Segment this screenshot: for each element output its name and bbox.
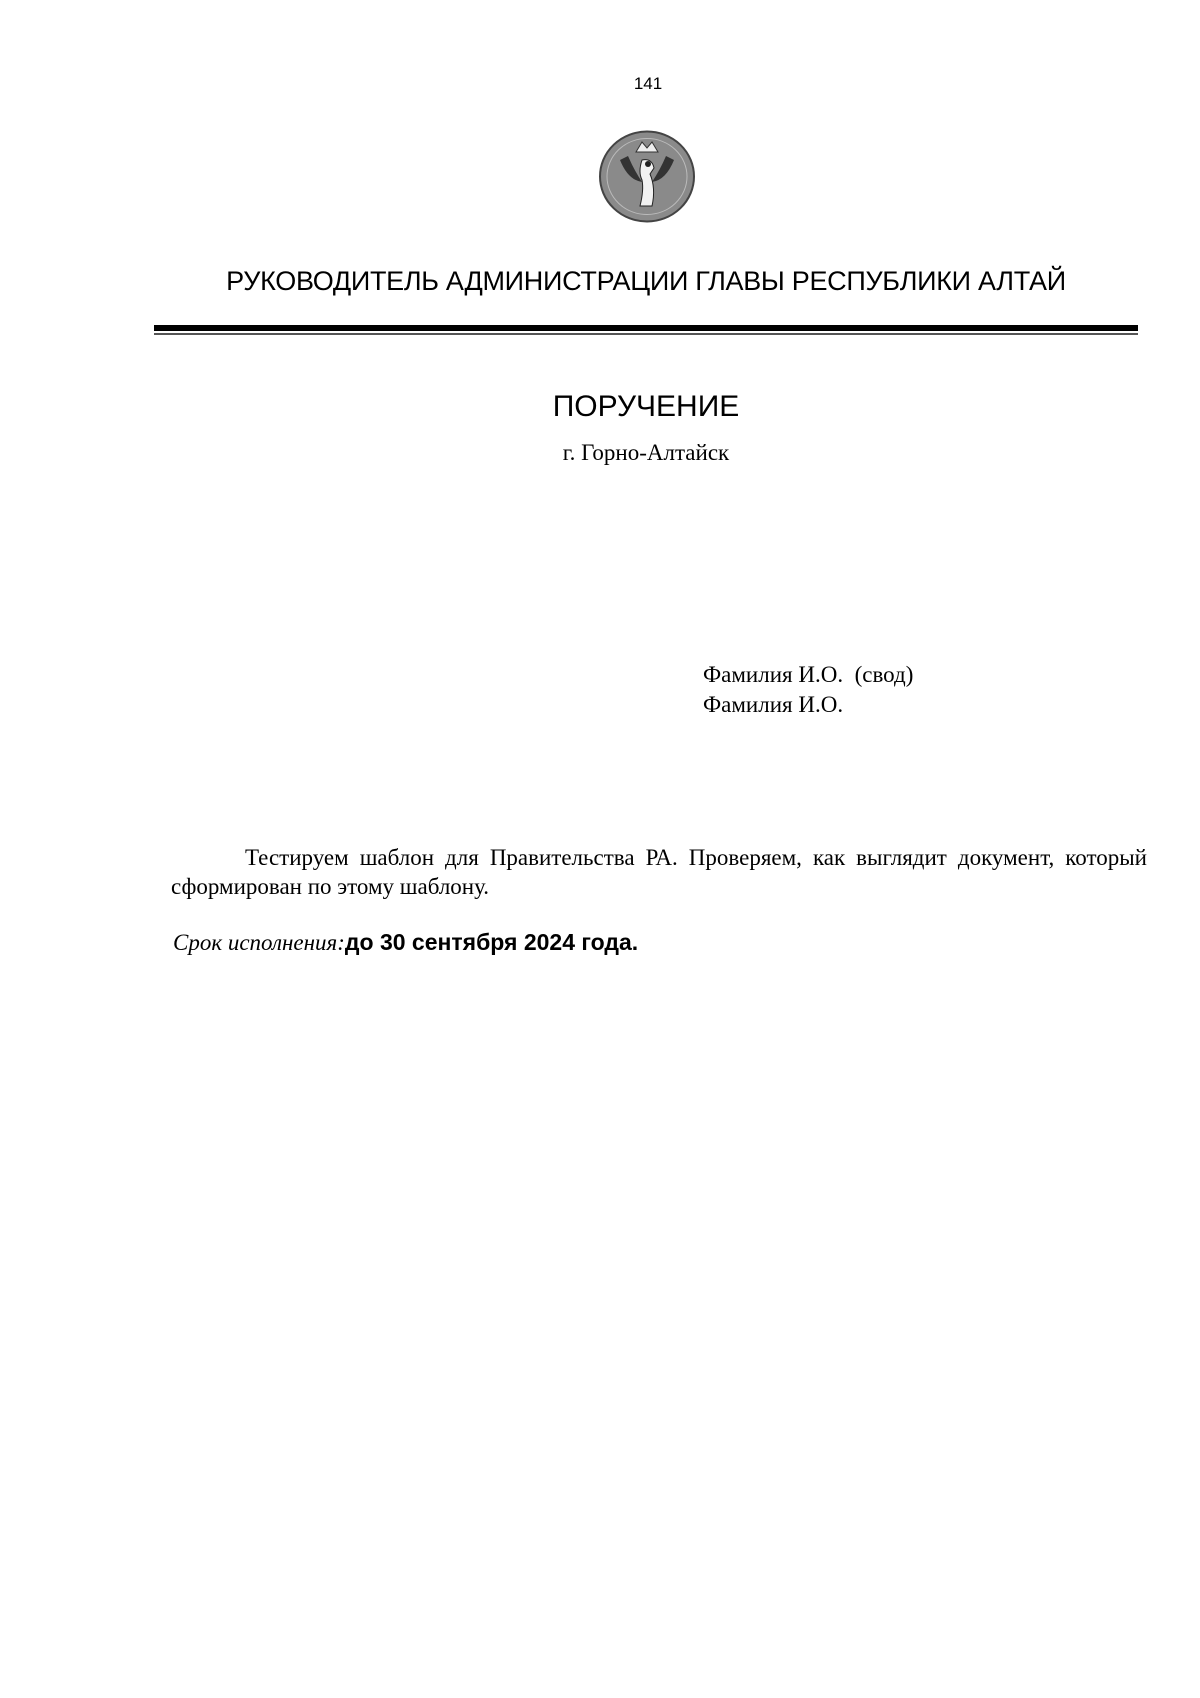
deadline-label: Срок исполнения: — [173, 930, 345, 955]
organization-heading: РУКОВОДИТЕЛЬ АДМИНИСТРАЦИИ ГЛАВЫ РЕСПУБЛИКИ АЛТАЙ — [226, 266, 1066, 296]
header-rule-thin — [154, 333, 1138, 335]
deadline-line — [173, 929, 638, 956]
coat-of-arms-emblem — [598, 130, 696, 223]
header-rule-thick — [154, 325, 1138, 331]
addressee: Фамилия И.О. (свод) — [703, 662, 914, 687]
document-city: г. Горно-Алтайск — [562, 440, 730, 465]
document-body: Тестируем шаблон для Правительства РА. Проверяем, как выглядит документ, который сформирован по этому шаблону. — [171, 845, 1147, 899]
page-number: 141 — [633, 74, 663, 93]
addressee: Фамилия И.О. — [703, 692, 844, 717]
document-type-title: ПОРУЧЕНИЕ — [552, 390, 740, 423]
deadline-value: до 30 сентября 2024 года. — [344, 929, 639, 955]
